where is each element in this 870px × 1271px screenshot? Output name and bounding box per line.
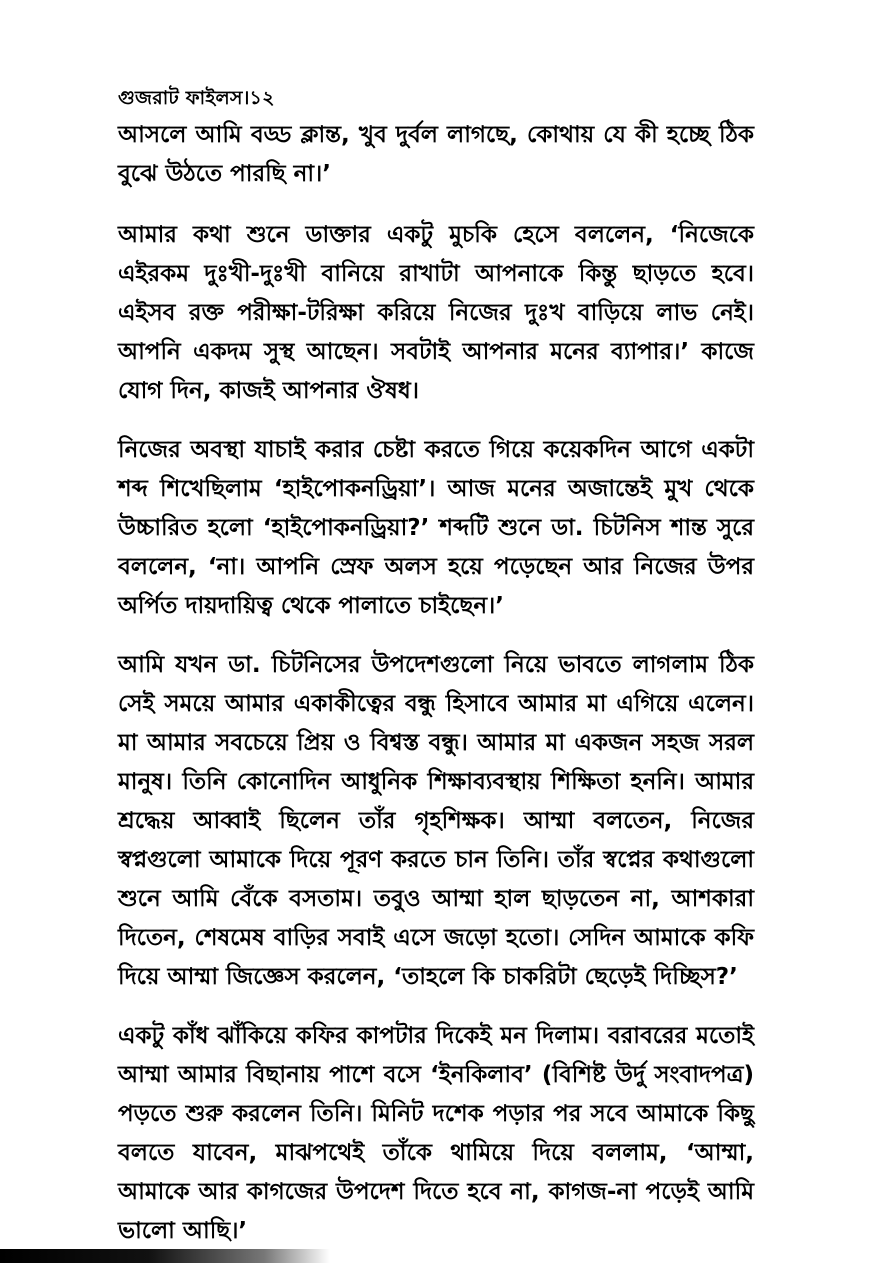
paragraph-3: নিজের অবস্থা যাচাই করার চেষ্টা করতে গিয়ে কয়েকদিন আগে একটা শব্দ শিখেছিলাম ‘হাইপোকনড্রিয়া’। আজ মনের অজান্তেই মুখ থেকে উচ্চারিত হলো ‘হাইপোকনড্রিয়া?’ শব্দটি শুনে ডা. চিটনিস শান্ত সুরে বললেন, ‘না। আপনি স্রেফ অলস হয়ে পড়েছেন আর নিজের উপর অর্পিত দায়দায়িত্ব থেকে পালাতে চাইছেন।’ xyxy=(118,437,754,619)
body-text xyxy=(118,116,754,1271)
running-header: গুজরাট ফাইলস।১২ xyxy=(118,87,275,109)
page-footer-bar xyxy=(0,1249,330,1263)
paragraph-1: আসলে আমি বড্ড ক্লান্ত, খুব দুর্বল লাগছে, কোথায় যে কী হচ্ছে ঠিক বুঝে উঠতে পারছি না।’ xyxy=(118,122,754,187)
paragraph-4: আমি যখন ডা. চিটনিসের উপদেশগুলো নিয়ে ভাবতে লাগলাম ঠিক সেই সময়ে আমার একাকীত্বের বন্ধু হিসাবে আমার মা এগিয়ে এলেন। মা আমার সবচেয়ে প্রিয় ও বিশ্বস্ত বন্ধু। আমার মা একজন সহজ সরল মানুষ। তিনি কোনোদিন আধুনিক শিক্ষাব্যবস্থায় শিক্ষিতা হননি। আমার শ্রদ্ধেয় আব্বাই ছিলেন তাঁর গৃহশিক্ষক। আম্মা বলতেন, নিজের স্বপ্নগুলো আমাকে দিয়ে পূরণ করতে চান তিনি। তাঁর স্বপ্নের কথাগুলো শুনে আমি বেঁকে বসতাম। তবুও আম্মা হাল ছাড়তেন না, আশকারা দিতেন, শেষমেষ বাড়ির সবাই এসে জড়ো হতো। সেদিন আমাকে কফি দিয়ে আম্মা জিজ্ঞেস করলেন, ‘তাহলে কি চাকরিটা ছেড়েই দিচ্ছিস?’ xyxy=(118,652,754,990)
paragraph-2: আমার কথা শুনে ডাক্তার একটু মুচকি হেসে বললেন, ‘নিজেকে এইরকম দুঃখী-দুঃখী বানিয়ে রাখাটা আপনাকে কিন্তু ছাড়তে হবে। এইসব রক্ত পরীক্ষা-টরিক্ষা করিয়ে নিজের দুঃখ বাড়িয়ে লাভ নেই। আপনি একদম সুস্থ আছেন। সবটাই আপনার মনের ব্যাপার।’ কাজে যোগ দিন, কাজই আপনার ঔষধ। xyxy=(118,222,754,404)
paragraph-5: একটু কাঁধ ঝাঁকিয়ে কফির কাপটার দিকেই মন দিলাম। বরাবরের মতোই আম্মা আমার বিছানায় পাশে বসে ‘ইনকিলাব’ (বিশিষ্ট উর্দু সংবাদপত্র) পড়তে শুরু করলেন তিনি। মিনিট দশেক পড়ার পর সবে আমাকে কিছু বলতে যাবেন, মাঝপথেই তাঁকে থামিয়ে দিয়ে বললাম, ‘আম্মা, আমাকে আর কাগজের উপদেশ দিতে হবে না, কাগজ-না পড়েই আমি ভালো আছি।’ xyxy=(118,1023,754,1244)
